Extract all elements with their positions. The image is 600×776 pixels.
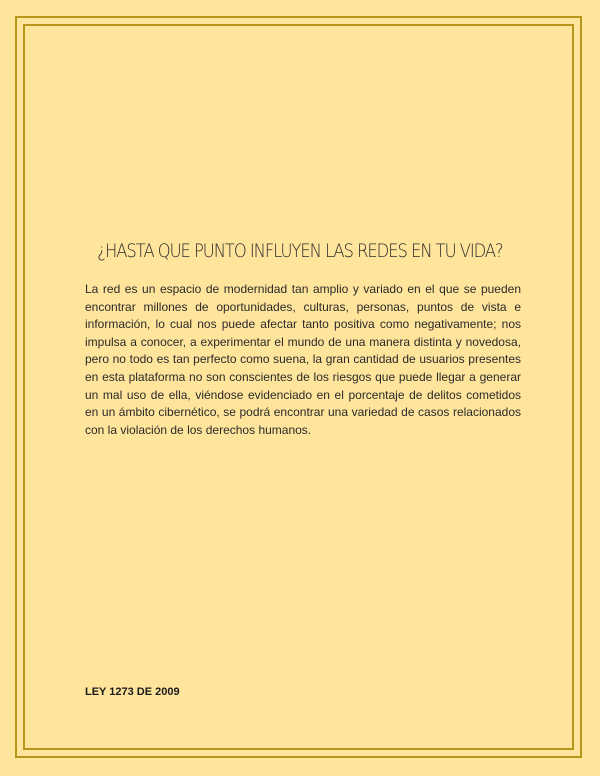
law-reference: LEY 1273 DE 2009 xyxy=(85,686,180,698)
body-paragraph: La red es un espacio de modernidad tan amplio y variado en el que se pueden encontrar millones de oportunidades, culturas, personas, puntos de vista e información, lo cual nos puede afectar tanto positiva como negativamente; nos impulsa a conocer, a experimentar el mundo de una manera distinta y novedosa, pero no todo es tan perfecto como suena, la gran cantidad de usuarios presentes en esta plataforma no son conscientes de los riesgos que puede llegar a generar un mal uso de ella, viéndose evidenciado en el porcentaje de delitos cometidos en un ámbito cibernético, se podrá encontrar una variedad de casos relacionados con la violación de los derechos humanos. xyxy=(85,282,521,437)
page-title: ¿HASTA QUE PUNTO INFLUYEN LAS REDES EN TU VIDA? xyxy=(97,240,503,262)
